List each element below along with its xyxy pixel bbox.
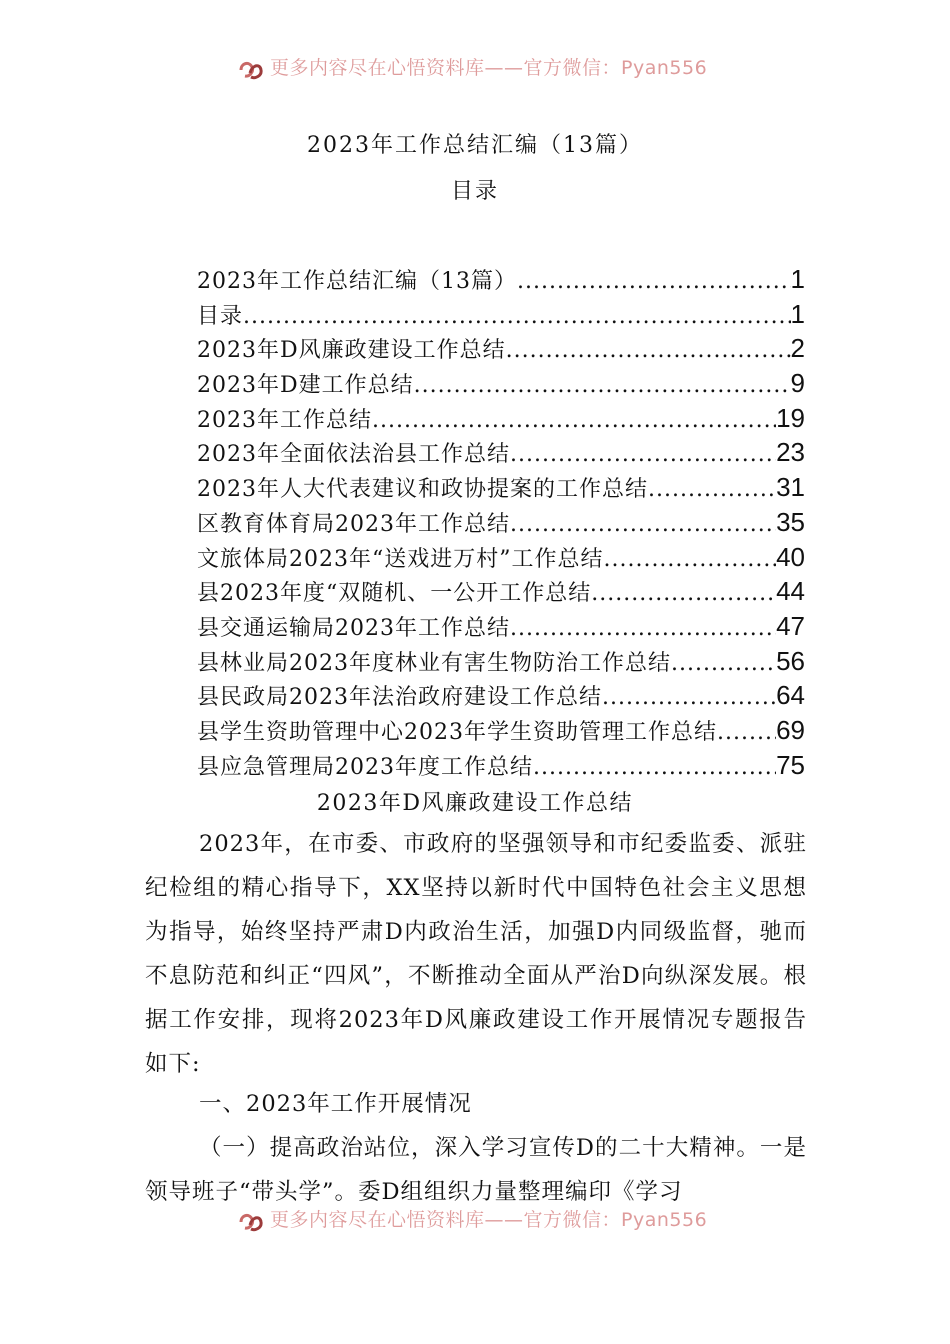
toc-entry-title: 2023年工作总结汇编（13篇）: [197, 269, 517, 294]
toc-entry-page: 47: [776, 610, 805, 641]
toc-entry[interactable]: [197, 401, 805, 436]
toc-entry-page: 19: [776, 402, 805, 433]
toc-entry[interactable]: [197, 678, 805, 713]
toc-entry[interactable]: [197, 713, 805, 748]
toc-entry-title: 文旅体局2023年“送戏进万村”工作总结: [197, 546, 604, 572]
toc-entry-title: 县应急管理局2023年度工作总结: [197, 754, 533, 780]
toc-entry-page: 44: [776, 576, 805, 607]
toc-leader-dots: [603, 543, 776, 575]
toc-entry[interactable]: [197, 574, 805, 609]
toc-entry[interactable]: [197, 366, 805, 401]
toc-leader-dots: [510, 612, 776, 644]
table-of-contents: [197, 262, 805, 782]
toc-entry-title: 2023年D风廉政建设工作总结: [197, 338, 506, 364]
toc-entry-page: 2: [790, 333, 805, 364]
toc-entry[interactable]: [197, 297, 805, 332]
toc-entry-page: 1: [790, 264, 805, 294]
body-paragraph: 2023年，在市委、市政府的坚强领导和市纪委监委、派驻纪检组的精心指导下，XX坚持以新时代中国特色社会主义思想为指导，始终坚持严肃D内政治生活，加强D内同级监督，驰而不息防范和纠正“四风”，不断推动全面从严治D向纵深发展。根据工作安排，现将2023年D风廉政建设工作开展情况专题报告如下:: [145, 831, 807, 1077]
toc-entry-page: 9: [790, 368, 805, 399]
toc-entry[interactable]: [197, 748, 805, 783]
toc-entry-title: 2023年工作总结: [197, 407, 372, 433]
watermark-logo-icon: [238, 1211, 264, 1233]
toc-entry-title: 县林业局2023年度林业有害生物防治工作总结: [197, 650, 671, 676]
document-title: 2023年工作总结汇编（13篇）: [307, 133, 643, 158]
toc-leader-dots: [506, 334, 791, 366]
toc-entry-page: 64: [776, 680, 805, 711]
toc-entry-title: 县学生资助管理中心2023年学生资助管理工作总结: [197, 719, 717, 745]
toc-entry[interactable]: [197, 609, 805, 644]
watermark-text: 更多内容尽在心悟资料库——官方微信：Pyan556: [270, 1208, 708, 1231]
toc-leader-dots: [602, 681, 776, 713]
toc-entry-title: 目录: [197, 303, 244, 329]
toc-leader-dots: [243, 300, 791, 332]
toc-entry-title: 区教育体育局2023年工作总结: [197, 511, 510, 537]
toc-entry-page: 1: [790, 298, 805, 329]
toc-entry[interactable]: [197, 540, 805, 575]
toc-entry-page: 35: [776, 506, 805, 537]
toc-leader-dots: [414, 369, 791, 401]
watermark-logo-icon: [238, 59, 264, 81]
toc-leader-dots: [510, 508, 776, 540]
toc-leader-dots: [671, 647, 776, 679]
watermark-text: 更多内容尽在心悟资料库——官方微信：Pyan556: [270, 56, 708, 79]
toc-leader-dots: [717, 716, 776, 748]
toc-entry[interactable]: [197, 644, 805, 679]
toc-entry-page: 40: [776, 541, 805, 572]
watermark-bottom: [238, 1208, 758, 1236]
toc-entry-title: 2023年全面依法治县工作总结: [197, 442, 510, 468]
toc-entry-page: 31: [776, 472, 805, 503]
toc-leader-dots: [510, 438, 776, 470]
toc-entry-page: 69: [776, 714, 805, 745]
toc-heading: 目录: [450, 179, 499, 204]
toc-leader-dots: [533, 751, 776, 783]
toc-entry-page: 23: [776, 437, 805, 468]
toc-entry[interactable]: [197, 435, 805, 470]
toc-entry-page: 75: [776, 749, 805, 780]
toc-entry-title: 县交通运输局2023年工作总结: [197, 615, 510, 641]
toc-entry-title: 2023年人大代表建议和政协提案的工作总结: [197, 477, 648, 503]
watermark-top: [238, 56, 758, 84]
toc-entry[interactable]: [197, 505, 805, 540]
toc-entry[interactable]: [197, 331, 805, 366]
toc-leader-dots: [517, 265, 791, 297]
section-title: 2023年D风廉政建设工作总结: [316, 791, 634, 816]
toc-entry[interactable]: [197, 262, 805, 297]
toc-entry-title: 县民政局2023年法治政府建设工作总结: [197, 685, 602, 711]
section-heading: 一、2023年工作开展情况: [199, 1091, 472, 1117]
toc-entry[interactable]: [197, 470, 805, 505]
toc-leader-dots: [591, 577, 776, 609]
toc-entry-title: 县2023年度“双随机、一公开工作总结: [197, 581, 592, 607]
toc-leader-dots: [648, 473, 776, 505]
toc-entry-page: 56: [776, 645, 805, 676]
toc-entry-title: 2023年D建工作总结: [197, 373, 414, 399]
toc-leader-dots: [372, 404, 776, 436]
body-paragraph: （一）提高政治站位，深入学习宣传D的二十大精神。一是领导班子“带头学”。委D组组织力量整理编印《学习: [145, 1135, 807, 1205]
